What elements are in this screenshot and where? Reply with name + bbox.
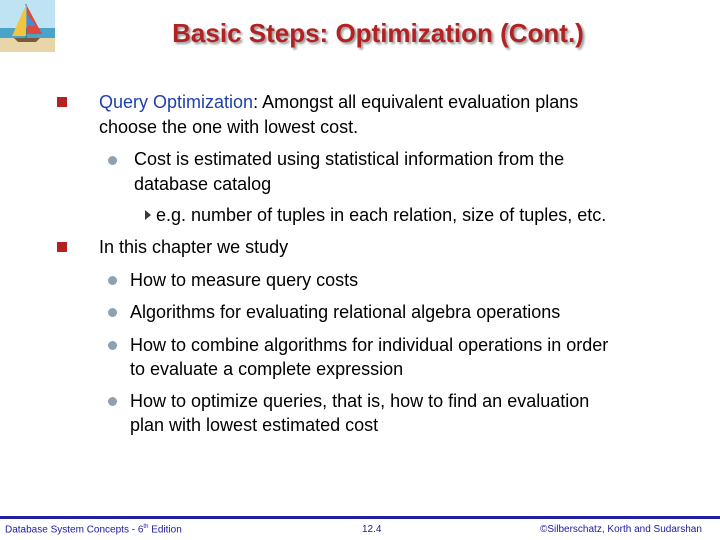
item2-sub1-line1: How to measure query costs xyxy=(130,270,359,290)
item1-sub-line2: database catalog xyxy=(134,174,272,194)
level2-bullet-icon xyxy=(108,276,117,285)
item2-sub3-line2: to evaluate a complete expression xyxy=(130,359,404,379)
footer-book-title: Database System Concepts - 6 xyxy=(5,524,144,536)
item1-text: : Amongst all equivalent evaluation plans xyxy=(253,92,579,112)
level2-bullet-icon xyxy=(108,308,117,317)
footer-page-number: 12.4 xyxy=(362,524,382,535)
item2-sub3-line1: How to combine algorithms for individual operations in order xyxy=(130,335,609,355)
footer-divider xyxy=(0,516,720,519)
level2-bullet-icon xyxy=(108,156,117,165)
footer-edition: Edition xyxy=(148,524,182,536)
footer-edition-sup: th xyxy=(143,524,149,530)
item1-sub-line1: Cost is estimated using statistical information from the xyxy=(134,149,565,169)
level2-bullet-icon xyxy=(108,341,117,350)
footer-left xyxy=(5,524,182,535)
footer-copyright: ©Silberschatz, Korth and Sudarshan xyxy=(540,524,702,535)
level1-bullet-icon xyxy=(57,97,67,107)
item1-line1 xyxy=(99,90,578,114)
item2-sub4-line1: How to optimize queries, that is, how to find an evaluation xyxy=(130,391,590,411)
level1-bullet-icon xyxy=(57,242,67,252)
item2-sub4-line2: plan with lowest estimated cost xyxy=(130,415,379,435)
query-optimization-term: Query Optimization xyxy=(99,92,254,112)
item1-line2: choose the one with lowest cost. xyxy=(99,117,359,137)
item2-sub2-line1: Algorithms for evaluating relational algebra operations xyxy=(130,302,561,322)
item2-text: In this chapter we study xyxy=(99,237,289,257)
level2-bullet-icon xyxy=(108,397,117,406)
item1-subsub-text: e.g. number of tuples in each relation, size of tuples, etc. xyxy=(156,205,607,225)
level3-bullet-icon xyxy=(145,210,151,220)
slide-title: Basic Steps: Optimization (Cont.) xyxy=(172,18,584,48)
